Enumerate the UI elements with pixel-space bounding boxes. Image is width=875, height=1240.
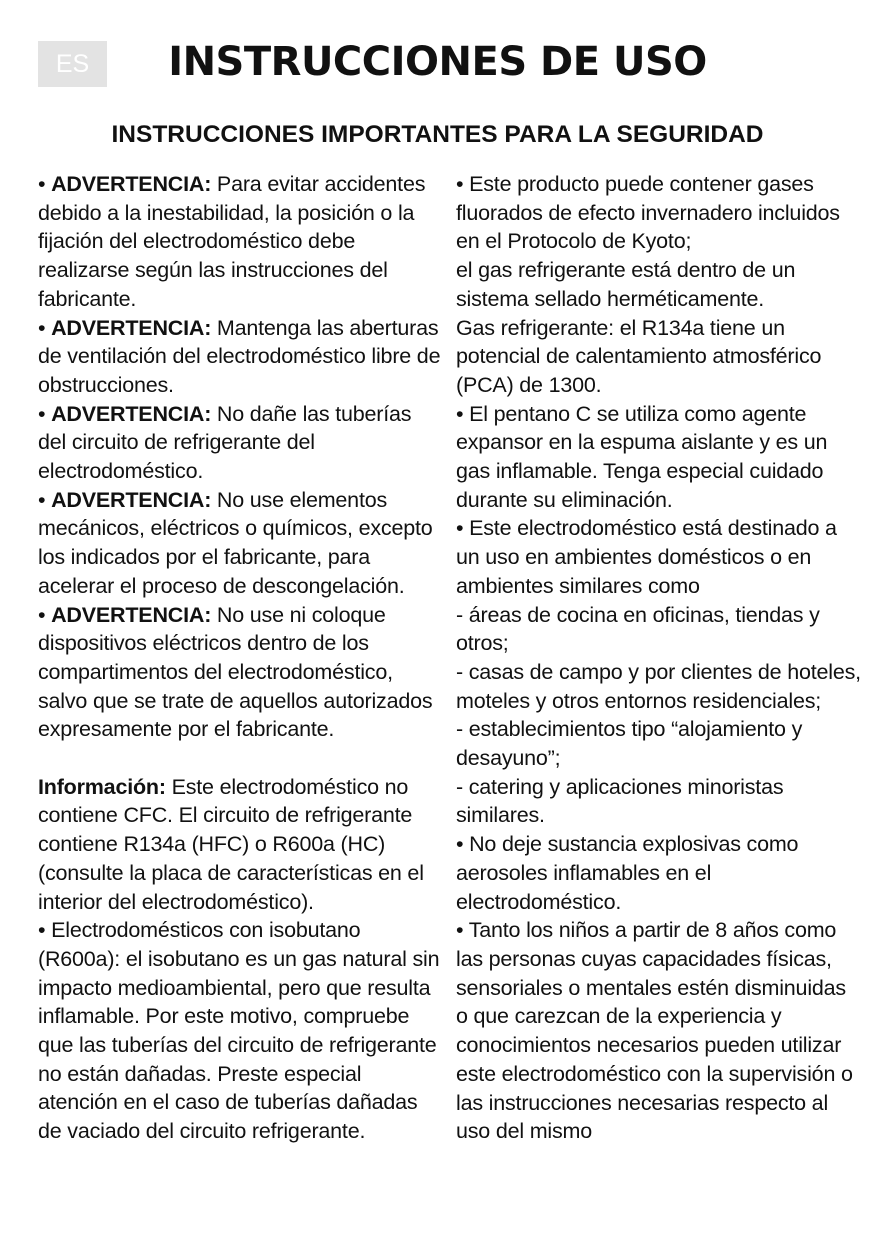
warning-text: No dañe las tuberías del circuito de refrigerante del electrodoméstico. — [38, 401, 412, 484]
left-column — [38, 170, 443, 1146]
warning-label: ADVERTENCIA: — [51, 487, 212, 512]
warning-item: • ADVERTENCIA: No dañe las tuberías del circuito de refrigerante del electrodoméstico. — [38, 401, 412, 484]
warning-label: ADVERTENCIA: — [51, 315, 212, 340]
list-item: - establecimientos tipo “alojamiento y desayuno”; — [456, 717, 803, 771]
list-item: - casas de campo y por clientes de hoteles, moteles y otros entornos residenciales; — [456, 659, 861, 713]
list-item: - catering y aplicaciones minoristas similares. — [456, 774, 784, 828]
warning-item: • ADVERTENCIA: Mantenga las aberturas de ventilación del electrodoméstico libre de obstrucciones. — [38, 315, 441, 397]
warning-text: Mantenga las aberturas de ventilación del electrodoméstico libre de obstrucciones. — [38, 315, 441, 397]
right-column — [456, 170, 861, 1146]
section-heading: INSTRUCCIONES IMPORTANTES PARA LA SEGURIDAD — [111, 121, 764, 148]
paragraph: • No deje sustancia explosivas como aerosoles inflamables en el electrodoméstico. — [456, 832, 799, 914]
warning-text: No use ni coloque dispositivos eléctricos dentro de los compartimentos del electrodoméstico, salvo que se trate de aquellos autorizados expresamente por el fabricante. — [38, 602, 433, 742]
warning-label: ADVERTENCIA: — [51, 401, 212, 426]
paragraph: • El pentano C se utiliza como agente expansor en la espuma aislante y es un gas inflamable. Tenga especial cuidado durante su eliminación. — [456, 401, 828, 512]
warning-item: • ADVERTENCIA: No use elementos mecánicos, eléctricos o químicos, excepto los indicados por el fabricante, para acelerar el proceso de descongelación. — [38, 487, 433, 598]
warning-item: • ADVERTENCIA: No use ni coloque dispositivos eléctricos dentro de los compartimentos del electrodoméstico, salvo que se trate de aquellos autorizados expresamente por el fabricante. — [38, 602, 433, 742]
isobutane-paragraph: • Electrodomésticos con isobutano (R600a): el isobutano es un gas natural sin impacto medioambiental, pero que resulta inflamable. Por este motivo, compruebe que las tuberías del circuito de refrigerante no están dañadas. Preste especial atención en el caso de tuberías dañadas de vaciado del circuito refrigerante. — [38, 918, 440, 1144]
warning-label: ADVERTENCIA: — [51, 602, 212, 627]
language-badge: ES — [38, 41, 107, 87]
page-title-text: INSTRUCCIONES DE USO — [168, 39, 707, 85]
warning-text: Para evitar accidentes debido a la inestabilidad, la posición o la fijación del electrodoméstico debe realizarse según las instrucciones del fabricante. — [38, 172, 426, 311]
info-label: Información: — [38, 774, 166, 799]
paragraph: • Este producto puede contener gases fluorados de efecto invernadero incluidos en el Protocolo de Kyoto; — [456, 172, 840, 254]
paragraph: • Este electrodoméstico está destinado a un uso en ambientes domésticos o en ambientes similares como — [456, 516, 837, 598]
page-title — [0, 34, 875, 90]
warning-label: ADVERTENCIA: — [51, 172, 212, 196]
warning-text: No use elementos mecánicos, eléctricos o químicos, excepto los indicados por el fabricante, para acelerar el proceso de descongelación. — [38, 487, 433, 598]
paragraph: Gas refrigerante: el R134a tiene un potencial de calentamiento atmosférico (PCA) de 1300. — [456, 315, 822, 397]
spacer — [38, 744, 443, 773]
list-item: - áreas de cocina en oficinas, tiendas y otros; — [456, 602, 820, 656]
warning-item: • ADVERTENCIA: Para evitar accidentes debido a la inestabilidad, la posición o la fijación del electrodoméstico debe realizarse según las instrucciones del fabricante. — [38, 172, 426, 311]
paragraph: el gas refrigerante está dentro de un sistema sellado herméticamente. — [456, 258, 796, 311]
info-paragraph — [38, 773, 443, 917]
info-text: Este electrodoméstico no contiene CFC. El circuito de refrigerante contiene R134a (HFC) o R600a (HC) (consulte la placa de características en el interior del electrodoméstico). — [38, 774, 424, 914]
paragraph: • Tanto los niños a partir de 8 años como las personas cuyas capacidades físicas, sensoriales o mentales estén disminuidas o que carezcan de la experiencia y conocimientos necesarios pueden utilizar este electrodoméstico con la supervisión o las instrucciones necesarias respecto al uso del mismo — [456, 918, 853, 1144]
